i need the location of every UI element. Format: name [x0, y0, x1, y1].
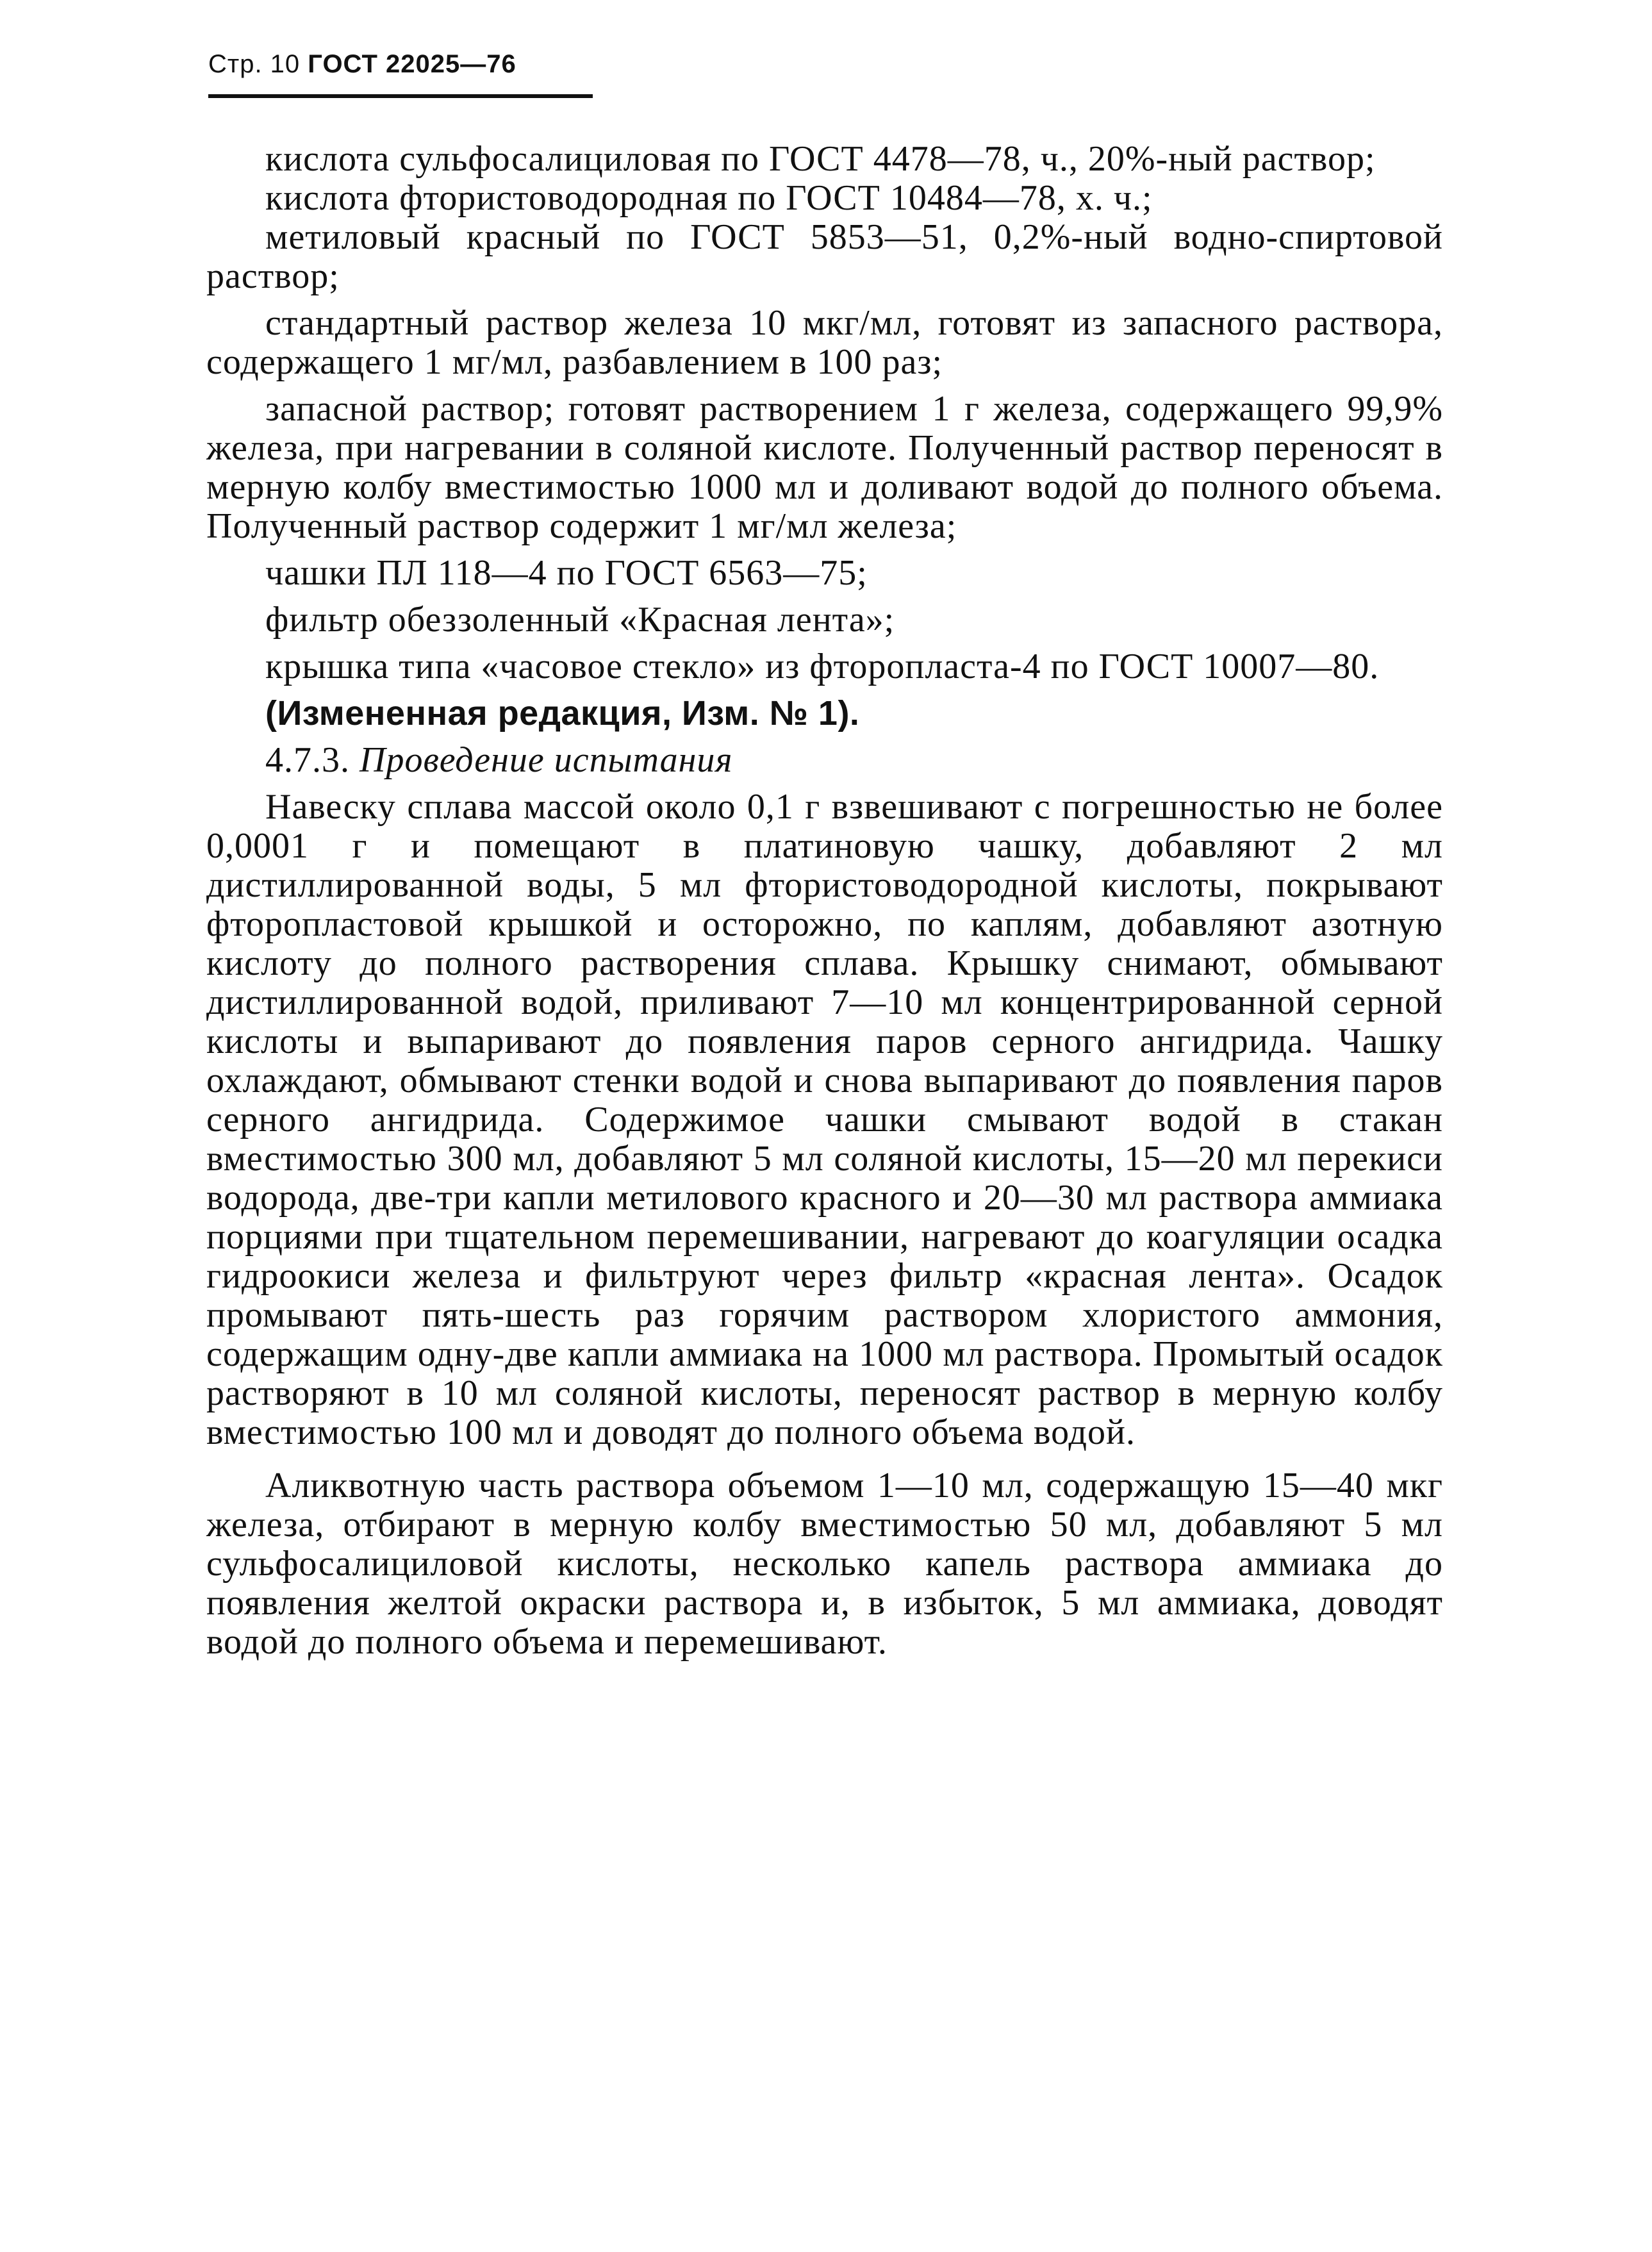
page-number: Стр. 10 [208, 50, 301, 78]
procedure-paragraph: Навеску сплава массой около 0,1 г взвешивают с погрешностью не более 0,0001 г и помещают в платиновую чашку, добавляют 2 мл дистиллированной воды, 5 мл фтористоводородной кислоты, покрывают фторопластовой крышкой и осторожно, по каплям, добавляют азотную кислоту до полного растворения сплава. Крышку снимают, обмывают дистиллированной водой, приливают 7—10 мл концентрированной серной кислоты и выпаривают до появления паров серного ангидрида. Чашку охлаждают, обмывают стенки водой и снова выпаривают до появления паров серного ангидрида. Содержимое чашки смывают водой в стакан вместимостью 300 мл, добавляют 5 мл соляной кислоты, 15—20 мл перекиси водорода, две-три капли метилового красного и 20—30 мл раствора аммиака порциями при тщательном перемешивании, нагревают до коагуляции осадка гидроокиси железа и фильтруют через фильтр «красная лента». Осадок промывают пять-шесть раз горячим раствором хлористого аммония, содержащим одну-две капли аммиака на 1000 мл раствора. Промытый осадок растворяют в 10 мл соляной кислоты, переносят раствор в мерную колбу вместимостью 100 мл и доводят до полного объема водой. [206, 787, 1443, 1452]
reagent-item: запасной раствор; готовят растворением 1 г железа, содержащего 99,9% железа, при нагревании в соляной кислоте. Полученный раствор переносят в мерную колбу вместимостью 1000 мл и доливают водой до полного объема. Полученный раствор содержит 1 мг/мл железа; [206, 389, 1443, 546]
reagent-item: кислота сульфосалициловая по ГОСТ 4478—78, ч., 20%-ный раствор; [265, 139, 1376, 179]
reagent-item: метиловый красный по ГОСТ 5853—51, 0,2%-ный водно-спиртовой раствор; [206, 217, 1443, 296]
document-body [206, 140, 1443, 1662]
procedure-paragraph: Аликвотную часть раствора объемом 1—10 мл, содержащую 15—40 мкг железа, отбирают в мерную колбу вместимостью 50 мл, добавляют 5 мл сульфосалициловой кислоты, несколько капель раствора аммиака до появления желтой окраски раствора и, в избыток, 5 мл аммиака, доводят водой до полного объема и перемешивают. [206, 1466, 1443, 1662]
amendment-note-line [206, 694, 1443, 733]
reagent-item: кислота фтористоводородная по ГОСТ 10484—78, х. ч.; [265, 178, 1153, 218]
reagent-item: стандартный раствор железа 10 мкг/мл, готовят из запасного раствора, содержащего 1 мг/мл, разбавлением в 100 раз; [206, 303, 1443, 382]
header-divider [208, 94, 593, 98]
reagent-item: фильтр обеззоленный «Красная лента»; [265, 600, 895, 640]
page-header [208, 50, 516, 79]
amendment-note: (Измененная редакция, Изм. № 1). [265, 694, 860, 733]
reagent-item: крышка типа «часовое стекло» из фторопласта-4 по ГОСТ 10007—80. [265, 647, 1380, 686]
standard-designation: ГОСТ 22025—76 [308, 50, 516, 78]
section-number: 4.7.3. [265, 740, 350, 780]
reagent-item: чашки ПЛ 118—4 по ГОСТ 6563—75; [265, 553, 868, 593]
section-heading [206, 741, 1443, 780]
section-title: Проведение испытания [359, 740, 733, 780]
